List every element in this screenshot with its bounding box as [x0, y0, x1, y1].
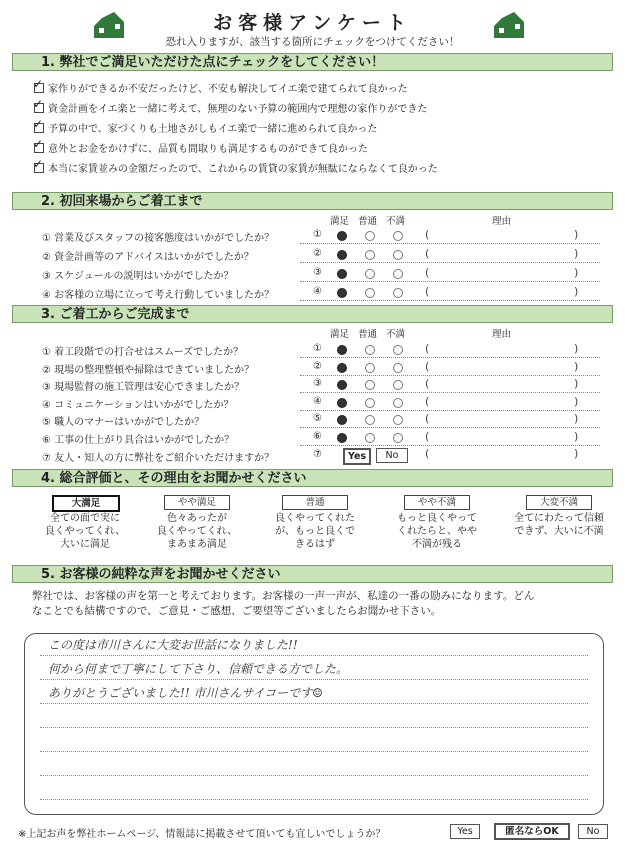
- comment-rule: [40, 727, 588, 728]
- section-5-title: 5. お客様の純粋な声をお聞かせください: [12, 565, 613, 583]
- rating-dissatisfied-radio[interactable]: [393, 433, 403, 443]
- rating-normal-radio[interactable]: [365, 231, 375, 241]
- satisfaction-item: [34, 100, 427, 115]
- rating-dissatisfied-radio[interactable]: [393, 250, 403, 260]
- rating-option-desc: 良くやってくれた が、もっと良くで きるはず: [275, 513, 355, 550]
- rating-satisfied-radio[interactable]: [337, 380, 347, 390]
- sec2-header-dissatisfied: 不満: [386, 216, 406, 227]
- reason-paren-close: ): [574, 342, 579, 355]
- question-number: ④: [313, 286, 322, 297]
- referral-reason-open: (: [425, 447, 430, 460]
- footer-question: ※上記お声を弊社ホームページ、情報誌に掲載させて頂いても宜しいでしょうか？: [18, 829, 386, 840]
- comment-rule: [40, 799, 588, 800]
- comment-rule: [40, 703, 588, 704]
- rating-satisfied-radio[interactable]: [337, 433, 347, 443]
- rating-normal-radio[interactable]: [365, 250, 375, 260]
- reason-paren-close: ): [574, 394, 579, 408]
- rating-satisfied-radio[interactable]: [337, 363, 347, 373]
- rating-dissatisfied-radio[interactable]: [393, 345, 403, 355]
- section-1-title: 1. 弊社でご満足いただけた点にチェックをしてください！: [12, 53, 613, 71]
- referral-yes-option[interactable]: Yes: [343, 448, 371, 465]
- reason-paren-open: (: [425, 228, 430, 241]
- sec5-intro-line2: なことでも結構ですので、ご意見・ご感想、ご要望等ございましたらお聞かせ下さい。: [32, 605, 442, 617]
- reason-paren-close: ): [574, 247, 579, 260]
- comment-line-3: ありがとうございました!! 市川さんサイコーです☺: [48, 686, 323, 700]
- reason-paren-open: (: [425, 247, 430, 260]
- rating-satisfied-radio[interactable]: [337, 269, 347, 279]
- row-divider: [300, 262, 600, 263]
- question-text: ② 現場の整理整頓や掃除はできていましたか？: [42, 364, 255, 376]
- question-number: ①: [313, 343, 322, 354]
- checkbox[interactable]: [34, 123, 44, 133]
- question-text: ④ コミュニケーションはいかがでしたか？: [42, 399, 234, 411]
- reason-paren-close: ): [574, 359, 579, 373]
- satisfaction-item-text: 本当に家賃並みの金額だったので、これからの賃貸の家賃が無駄にならなくて良かった: [48, 164, 438, 175]
- reason-paren-open: (: [425, 394, 430, 408]
- page-subtitle: 恐れ入りますが、該当する箇所にチェックをつけてください！: [165, 36, 460, 48]
- question-text: ① 着工段階での打合せはスムーズでしたか？: [42, 347, 244, 358]
- satisfaction-item-text: 意外とお金をかけずに、品質も間取りも満足するものができて良かった: [48, 144, 368, 155]
- publish-yes-button[interactable]: Yes: [450, 824, 480, 839]
- checkbox[interactable]: [34, 163, 44, 173]
- sec2-header-satisfied: 満足: [330, 216, 350, 227]
- sec3-header-normal: 普通: [358, 329, 378, 340]
- row-divider: [300, 427, 600, 428]
- sec3-header-dissatisfied: 不満: [386, 329, 406, 340]
- satisfaction-item: [34, 80, 408, 95]
- reason-paren-open: (: [425, 377, 430, 390]
- rating-option-2[interactable]: やや満足: [164, 495, 230, 510]
- rating-dissatisfied-radio[interactable]: [393, 415, 403, 425]
- checkbox[interactable]: [34, 103, 44, 113]
- row-divider: [300, 357, 600, 358]
- question-number: ③: [313, 267, 322, 278]
- rating-normal-radio[interactable]: [365, 380, 375, 390]
- page-title: お客様アンケート: [213, 12, 412, 34]
- comment-rule: [40, 655, 588, 656]
- rating-option-desc: もっと良くやって くれたらと、やや 不満が残る: [397, 513, 477, 550]
- checkbox[interactable]: [34, 83, 44, 93]
- rating-dissatisfied-radio[interactable]: [393, 380, 403, 390]
- reason-paren-open: (: [425, 342, 430, 355]
- rating-normal-radio[interactable]: [365, 345, 375, 355]
- sec3-header-reason: 理由: [492, 329, 512, 340]
- row-divider: [300, 392, 600, 393]
- satisfaction-item: [34, 160, 438, 175]
- sec3-header-satisfied: 満足: [330, 329, 350, 340]
- reason-paren-open: (: [425, 359, 430, 373]
- rating-normal-radio[interactable]: [365, 415, 375, 425]
- rating-option-desc: 全ての面で実に 良くやってくれ、 大いに満足: [44, 513, 126, 550]
- rating-option-1[interactable]: 大満足: [52, 495, 120, 512]
- reason-paren-open: (: [425, 429, 430, 443]
- question-number: ⑥: [313, 430, 322, 442]
- sec2-header-reason: 理由: [492, 216, 512, 227]
- question-text: ⑤ 職人のマナーはいかがでしたか？: [42, 417, 205, 428]
- rating-dissatisfied-radio[interactable]: [393, 288, 403, 298]
- rating-satisfied-radio[interactable]: [337, 288, 347, 298]
- reason-paren-close: ): [574, 228, 579, 241]
- referral-no-option[interactable]: No: [376, 448, 408, 463]
- row-divider: [300, 410, 600, 411]
- checkbox[interactable]: [34, 143, 44, 153]
- rating-dissatisfied-radio[interactable]: [393, 231, 403, 241]
- question-text: ④ お客様の立場に立って考え行動していましたか？: [42, 290, 275, 301]
- rating-satisfied-radio[interactable]: [337, 398, 347, 408]
- referral-reason-close: ): [574, 447, 579, 460]
- sec3-referral-question: ⑦ 友人・知人の方に弊社をご紹介いただけますか？: [42, 453, 275, 464]
- reason-paren-close: ): [574, 412, 579, 425]
- sec2-header-normal: 普通: [358, 216, 378, 227]
- reason-paren-open: (: [425, 412, 430, 425]
- rating-normal-radio[interactable]: [365, 433, 375, 443]
- satisfaction-item-text: 予算の中で、家づくりも土地さがしもイエ楽で一緒に進められて良かった: [48, 124, 378, 135]
- rating-option-desc: 色々あったが 良くやってくれ、 まあまあ満足: [156, 513, 238, 550]
- reason-paren-close: ): [574, 429, 579, 443]
- satisfaction-item-text: 資金計画をイエ楽と一緒に考えて、無理のない予算の範囲内で理想の家作りができた: [48, 104, 428, 115]
- rating-satisfied-radio[interactable]: [337, 415, 347, 425]
- rating-option-3[interactable]: 普通: [282, 495, 348, 510]
- rating-normal-radio[interactable]: [365, 288, 375, 298]
- question-number: ⑤: [313, 413, 322, 424]
- question-number: ④: [313, 395, 322, 407]
- rating-satisfied-radio[interactable]: [337, 231, 347, 241]
- question-number: ③: [313, 378, 322, 389]
- rating-option-5[interactable]: 大変不満: [526, 495, 592, 510]
- question-number: ①: [313, 229, 322, 240]
- question-text: ① 営業及びスタッフの接客態度はいかがでしたか？: [42, 233, 275, 244]
- sec3-referral-num: ⑦: [313, 449, 322, 460]
- rating-dissatisfied-radio[interactable]: [393, 363, 403, 373]
- reason-paren-open: (: [425, 266, 430, 279]
- satisfaction-item: [34, 140, 368, 155]
- publish-anonymous-button[interactable]: 匿名ならOK: [494, 823, 570, 840]
- section-4-title: 4. 総合評価と、その理由をお聞かせください: [12, 469, 613, 487]
- row-divider: [300, 243, 600, 244]
- satisfaction-item-text: 家作りができるか不安だったけど、不安も解決してイエ楽で建てられて良かった: [48, 84, 408, 95]
- section-2-title: 2. 初回来場からご着工まで: [12, 192, 613, 210]
- rating-option-desc: 全てにわたって信頼 できず、大いに不満: [514, 513, 604, 537]
- comment-line-1: この度は市川さんに大変お世話になりました!!: [48, 638, 298, 652]
- rating-normal-radio[interactable]: [365, 269, 375, 279]
- reason-paren-close: ): [574, 285, 579, 298]
- satisfaction-item: [34, 120, 377, 135]
- reason-paren-close: ): [574, 266, 579, 279]
- question-number: ②: [313, 248, 322, 259]
- rating-dissatisfied-radio[interactable]: [393, 269, 403, 279]
- sec5-intro-line1: 弊社では、お客様の声を第一と考えております。お客様の一声一声が、私達の一番の励みになります。どん: [32, 590, 535, 602]
- rating-satisfied-radio[interactable]: [337, 345, 347, 355]
- rating-satisfied-radio[interactable]: [337, 250, 347, 260]
- question-text: ③ 現場監督の施工管理は安心できましたか？: [42, 382, 245, 393]
- row-divider: [300, 445, 600, 446]
- row-divider: [300, 375, 600, 376]
- rating-normal-radio[interactable]: [365, 363, 375, 373]
- reason-paren-open: (: [425, 285, 430, 298]
- publish-no-button[interactable]: No: [578, 824, 608, 839]
- question-text: ② 資金計画等のアドバイスはいかがでしたか？: [42, 252, 254, 263]
- rating-dissatisfied-radio[interactable]: [393, 398, 403, 408]
- section-3-title: 3. ご着工からご完成まで: [12, 305, 613, 323]
- question-number: ②: [313, 360, 322, 372]
- comment-line-2: 何から何まで丁寧にして下さり、信頼できる方でした。: [48, 662, 349, 676]
- rating-option-4[interactable]: やや不満: [404, 495, 470, 510]
- row-divider: [300, 300, 600, 301]
- reason-paren-close: ): [574, 377, 579, 390]
- question-text: ③ スケジュールの説明はいかがでしたか？: [42, 271, 234, 282]
- comment-rule: [40, 751, 588, 752]
- question-text: ⑥ 工事の仕上がり具合はいかがでしたか？: [42, 434, 235, 446]
- comment-rule: [40, 775, 588, 776]
- rating-normal-radio[interactable]: [365, 398, 375, 408]
- row-divider: [300, 281, 600, 282]
- comment-rule: [40, 679, 588, 680]
